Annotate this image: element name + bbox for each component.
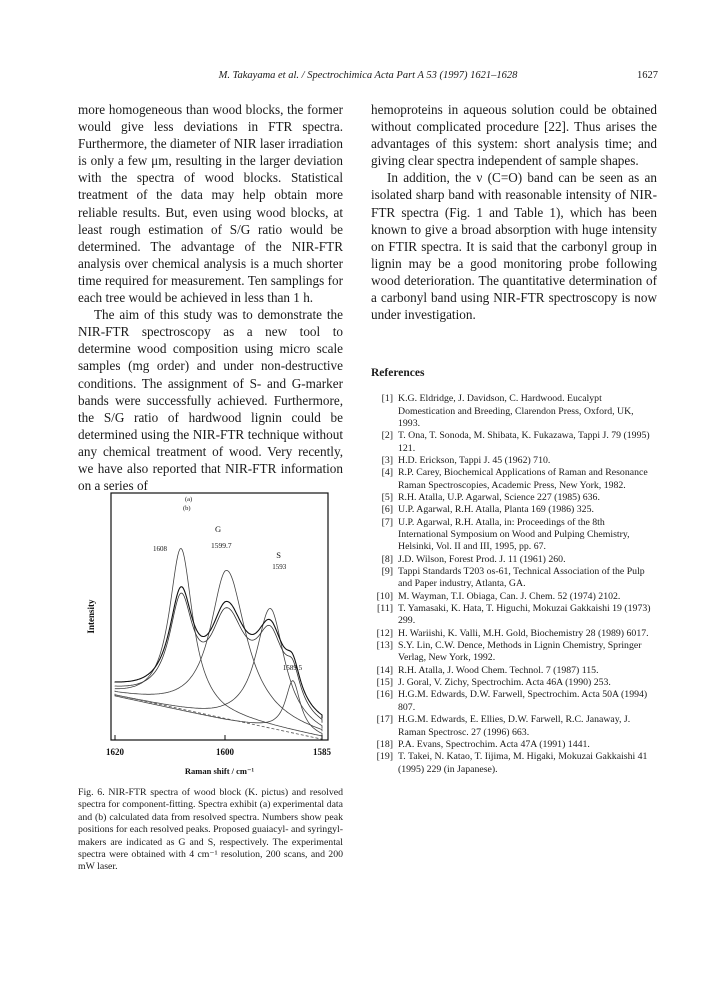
reference-text: H. Wariishi, K. Valli, M.H. Gold, Biochemistry 28 (1989) 6017. [398,627,649,639]
figure-caption: Fig. 6. NIR-FTR spectra of wood block (K. pictus) and resolved spectra for component-fitting. Spectra exhibit (a) experimental data and (b) calculated data from resolved spectra. Numbers show peak positions for each resolved peaks. Proposed guaiacyl- and syringyl-makers are indicated as G and S, respectively. The experimental spectra were obtained with 4 cm⁻¹ resolution, 200 scans, and 200 mW laser. [78,787,343,873]
left-column [78,101,343,494]
x-tick-label: 1600 [216,747,234,757]
marker-s-label: S [276,550,282,560]
reference-text: P.A. Evans, Spectrochim. Acta 47A (1991) 1441. [398,738,590,750]
reference-text: U.P. Agarwal, R.H. Atalla, in: Proceedings of the 8th International Symposium on Wood and Pulping Chemistry, Helsinki, Vol. II and III, 1995, pp. 67. [398,516,630,553]
reference-item [371,591,657,603]
reference-text: U.P. Agarwal, R.H. Atalla, Planta 169 (1986) 325. [398,504,594,516]
reference-number: [3] [381,454,393,466]
reference-text: R.P. Carey, Biochemical Applications of Raman and Resonance Raman Spectroscopies, Academic Press, New York, 1982. [398,467,648,491]
reference-item [371,739,657,751]
marker-g-label: G [214,524,222,534]
peak-label-1593: 1593 [272,563,287,571]
resolved-band [115,681,322,736]
reference-number: [18] [376,738,393,750]
reference-item [371,554,657,566]
y-axis-label: Intensity [86,599,96,634]
page-number: 1627 [637,70,658,81]
reference-item [371,517,657,554]
x-axis-label: Raman shift / cm⁻¹ [184,766,255,776]
body-paragraph: more homogeneous than wood blocks, the former would give less deviations in FTR spectra. Furthermore, the diameter of NIR laser irradiation is only a few μm, resulting in the larger deviation with the spectra of wood blocks. Statistical treatment of the data may help obtain more reliable results. But, even using wood blocks, at least rough estimation of S/G ratio would be determined. The advantage of the NIR-FTR analysis over chemical analysis is a much shorter time required for measurement. Ten samplings for each tree would be achieved in less than 1 h. [78,102,343,306]
reference-item [371,714,657,739]
reference-number: [8] [381,553,393,565]
reference-number: [13] [376,640,393,652]
reference-number: [1] [381,393,393,405]
reference-text: H.G.M. Edwards, E. Ellies, D.W. Farwell, R.C. Janaway, J. Raman Spectrosc. 27 (1996) 663. [398,714,631,738]
reference-item [371,751,657,776]
reference-item [371,689,657,714]
resolved-band [115,548,322,737]
peak-label-1608: 1608 [153,545,167,553]
reference-number: [16] [376,689,393,701]
reference-text: T. Yamasaki, K. Hata, T. Higuchi, Mokuzai Gakkaishi 19 (1973) 299. [398,603,651,627]
reference-item [371,603,657,628]
series-b-label: (b) [183,505,191,512]
reference-item [371,566,657,591]
running-title: M. Takayama et al. / Spectrochimica Acta Part A 53 (1997) 1621–1628 [218,70,518,81]
reference-text: K.G. Eldridge, J. Davidson, C. Hardwood. Eucalypt Domestication and Breeding, Clarendon Press, Oxford, UK, 1993. [398,393,634,429]
reference-number: [4] [381,467,393,479]
baseline [115,695,322,739]
plot-curves [115,548,322,739]
reference-number: [14] [376,664,393,676]
reference-number: [2] [381,430,393,442]
reference-item [371,628,657,640]
x-tick-label: 1620 [106,747,124,757]
reference-number: [15] [376,677,393,689]
body-paragraph: The aim of this study was to demonstrate the NIR-FTR spectroscopy as a new tool to determine wood composition using micro scale samples (mg order) and under non-destructive conditions. The assignment of S- and G-marker bands were successfully achieved. Furthermore, the S/G ratio of hardwood lignin could be determined using the NIR-FTR technique without any chemical treatment of wood. Very recently, we have also reported that NIR-FTR information on a series of [78,307,343,494]
references-list [371,393,657,776]
x-tick-label: 1585 [313,747,331,757]
peak-label-1589: 1589.5 [282,664,303,672]
body-paragraph: In addition, the ν (C=O) band can be seen as an isolated sharp band with reasonable intensity of NIR-FTR spectra (Fig. 1 and Table 1), which has been known to give a broad absorption with huge intensity on FTIR spectra. It is said that the carbonyl group in lignin may be a good monitoring probe following wood deterioration. The quantitative determination of a carbonyl band using NIR-FTR spectroscopy is now under investigation. [371,170,657,323]
references-heading: References [371,367,425,380]
reference-text: T. Takei, N. Katao, T. Iijima, M. Higaki, Mokuzai Gakkaishi 41 (1995) 229 (in Japanese). [398,751,648,775]
reference-number: [5] [381,491,393,503]
right-column [371,101,657,776]
reference-number: [9] [381,566,393,578]
reference-text: R.H. Atalla, J. Wood Chem. Technol. 7 (1987) 115. [398,664,599,676]
series-a-label: (a) [185,496,193,503]
reference-item [371,467,657,492]
reference-item [371,430,657,455]
reference-item [371,393,657,430]
spectrum-a [115,587,322,719]
reference-number: [17] [376,714,393,726]
reference-text: H.G.M. Edwards, D.W. Farwell, Spectrochim. Acta 50A (1994) 807. [398,689,648,713]
reference-text: R.H. Atalla, U.P. Agarwal, Science 227 (1985) 636. [398,491,600,503]
reference-item [371,640,657,665]
reference-number: [7] [381,516,393,528]
reference-text: H.D. Erickson, Tappi J. 45 (1962) 710. [398,454,551,466]
reference-number: [11] [377,603,393,615]
reference-item [371,455,657,467]
reference-number: [19] [376,751,393,763]
reference-text: T. Ona, T. Sonoda, M. Shibata, K. Fukazawa, Tappi J. 79 (1995) 121. [398,430,650,454]
reference-item [371,665,657,677]
reference-number: [6] [381,504,393,516]
peak-label-1599: 1599.7 [210,541,232,550]
reference-text: J. Goral, V. Zichy, Spectrochim. Acta 46A (1990) 253. [398,677,611,689]
reference-item [371,677,657,689]
plot-axes [86,599,332,776]
reference-number: [12] [376,627,393,639]
reference-text: J.D. Wilson, Forest Prod. J. 11 (1961) 260. [398,553,566,565]
reference-item [371,504,657,516]
raman-spectrum-chart [78,488,343,784]
reference-text: Tappi Standards T203 os-61, Technical Association of the Pulp and Paper industry, Atlanta, GA. [398,566,645,590]
reference-text: M. Wayman, T.I. Obiaga, Can. J. Chem. 52 (1974) 2102. [398,590,621,602]
reference-item [371,492,657,504]
reference-number: [10] [376,590,393,602]
body-paragraph: hemoproteins in aqueous solution could be obtained without complicated procedure [22]. Thus arises the advantages of this system: short analysis time; and giving clear spectra independent of sample shapes. [371,102,657,169]
reference-text: S.Y. Lin, C.W. Dence, Methods in Lignin Chemistry, Springer Verlag, New York, 1992. [398,640,642,664]
figure-6 [78,488,343,784]
